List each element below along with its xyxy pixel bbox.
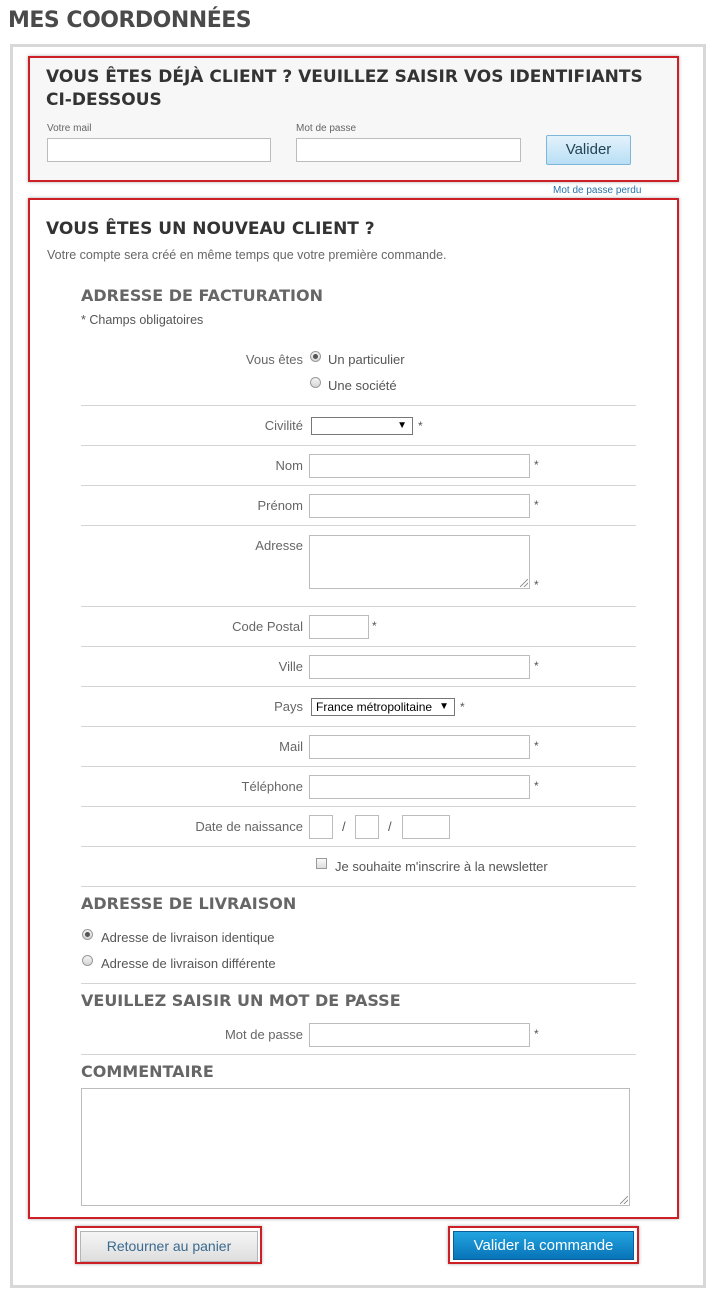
required-mark: *: [534, 739, 539, 753]
divider: [81, 405, 636, 406]
login-password-input[interactable]: [296, 138, 521, 162]
newsletter-checkbox[interactable]: [316, 858, 327, 869]
required-mark: *: [372, 619, 377, 633]
postal-code-input[interactable]: [309, 615, 369, 639]
required-mark: *: [534, 578, 539, 592]
new-client-subtitle: Votre compte sera créé en même temps que votre première commande.: [47, 248, 447, 262]
email-label: Votre mail: [47, 123, 92, 134]
city-label: Ville: [278, 659, 303, 674]
comment-title: COMMENTAIRE: [81, 1062, 214, 1081]
city-input[interactable]: [309, 655, 530, 679]
back-to-cart-button[interactable]: Retourner au panier: [80, 1231, 258, 1262]
required-mark: *: [534, 458, 539, 472]
radio-delivery-same[interactable]: [82, 929, 93, 940]
newsletter-label: Je souhaite m'inscrire à la newsletter: [335, 859, 548, 874]
phone-label: Téléphone: [241, 779, 303, 794]
divider: [81, 485, 636, 486]
country-label: Pays: [274, 699, 303, 714]
required-mark: *: [418, 419, 423, 433]
phone-input[interactable]: [309, 775, 530, 799]
option-company-label: Une société: [328, 378, 397, 393]
required-mark: *: [460, 700, 465, 714]
resize-handle-icon[interactable]: [620, 1196, 628, 1204]
divider: [81, 766, 636, 767]
required-note: * Champs obligatoires: [81, 313, 204, 327]
divider: [81, 686, 636, 687]
country-value: France métropolitaine: [316, 700, 433, 714]
login-submit-button[interactable]: Valider: [546, 135, 631, 165]
divider: [81, 445, 636, 446]
firstname-input[interactable]: [309, 494, 530, 518]
delivery-title: ADRESSE DE LIVRAISON: [81, 894, 297, 913]
resize-handle-icon[interactable]: [520, 579, 528, 587]
mail-label: Mail: [279, 739, 303, 754]
customer-type-label: Vous êtes: [245, 352, 303, 367]
option-individual-label: Un particulier: [328, 352, 405, 367]
country-select[interactable]: [311, 698, 455, 716]
firstname-label: Prénom: [257, 498, 303, 513]
forgot-password-link[interactable]: Mot de passe perdu: [553, 185, 642, 196]
divider: [81, 886, 636, 887]
password-label: Mot de passe: [296, 123, 357, 134]
birthdate-label: Date de naissance: [195, 819, 303, 834]
dropdown-arrow-icon: ▼: [397, 420, 407, 431]
divider: [81, 726, 636, 727]
required-mark: *: [534, 498, 539, 512]
delivery-same-label: Adresse de livraison identique: [101, 930, 275, 945]
submit-order-button[interactable]: Valider la commande: [453, 1231, 634, 1260]
divider: [81, 646, 636, 647]
required-mark: *: [534, 1027, 539, 1041]
page-title: MES COORDONNÉES: [8, 8, 252, 33]
date-separator: /: [342, 819, 346, 834]
login-email-input[interactable]: [47, 138, 271, 162]
address-label: Adresse: [255, 538, 303, 553]
dropdown-arrow-icon: ▼: [439, 701, 449, 712]
lastname-label: Nom: [275, 458, 303, 473]
delivery-different-label: Adresse de livraison différente: [101, 956, 276, 971]
address-textarea[interactable]: [309, 535, 530, 589]
billing-title: ADRESSE DE FACTURATION: [81, 286, 323, 305]
divider: [81, 1054, 636, 1055]
divider: [81, 525, 636, 526]
password-section-title: VEUILLEZ SAISIR UN MOT DE PASSE: [81, 991, 401, 1010]
mail-input[interactable]: [309, 735, 530, 759]
comment-textarea[interactable]: [81, 1088, 630, 1206]
radio-company[interactable]: [310, 377, 321, 388]
new-password-input[interactable]: [309, 1023, 530, 1047]
divider: [81, 983, 636, 984]
required-mark: *: [534, 659, 539, 673]
date-separator: /: [388, 819, 392, 834]
birth-day-input[interactable]: [309, 815, 333, 839]
divider: [81, 606, 636, 607]
divider: [81, 806, 636, 807]
lastname-input[interactable]: [309, 454, 530, 478]
radio-delivery-different[interactable]: [82, 955, 93, 966]
login-title: VOUS ÊTES DÉJÀ CLIENT ? VEUILLEZ SAISIR VOS IDENTIFIANTS CI-DESSOUS: [46, 67, 643, 110]
birth-month-input[interactable]: [355, 815, 379, 839]
new-client-title: VOUS ÊTES UN NOUVEAU CLIENT ?: [46, 219, 375, 239]
civility-label: Civilité: [264, 418, 303, 433]
radio-individual[interactable]: [310, 351, 321, 362]
civility-select[interactable]: [311, 417, 413, 435]
required-mark: *: [534, 779, 539, 793]
new-password-label: Mot de passe: [224, 1027, 303, 1042]
postal-code-label: Code Postal: [232, 619, 303, 634]
divider: [81, 846, 636, 847]
birth-year-input[interactable]: [402, 815, 450, 839]
